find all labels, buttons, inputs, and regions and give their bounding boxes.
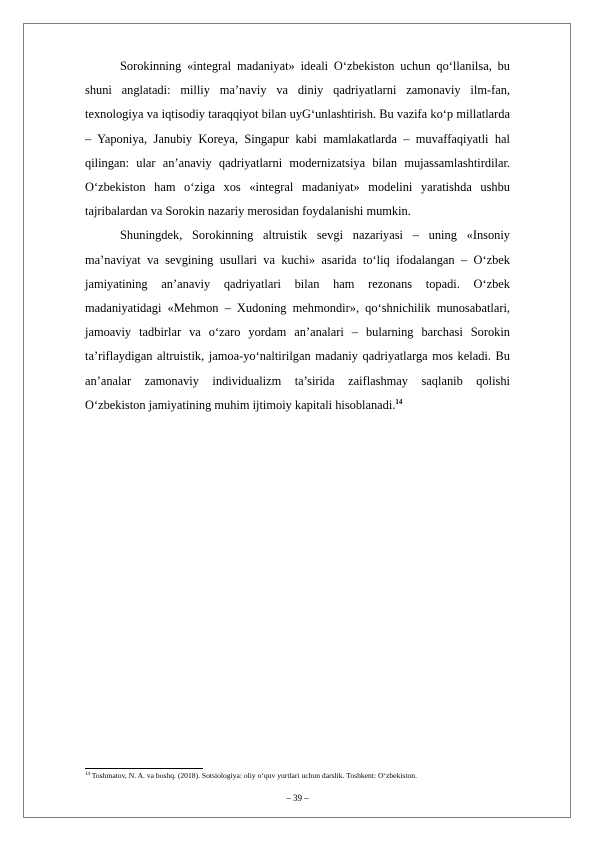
- paragraph-2-text: Shuningdek, Sorokinning altruistik sevgi nazariyasi – uning «Insoniy ma’naviyat va sevgining usullari va kuchi» asarida to‘liq ifodalangan – O‘zbek jamiyatining an’anaviy qadriyatlari bilan ham rezonans topadi. O‘zbek madaniyatidagi «Mehmon – Xudoning mehmondir», qo‘shnichilik munosabatlari, jamoaviy tadbirlar va o‘zaro yordam an’analari – bularning barchasi Sorokin ta’riflaydigan altruistik, jamoa-yo‘naltirilgan madaniy qadriyatlarga mos keladi. Bu an’analar zamonaviy individualizm ta’sirida zaiflashmay saqlanib qolishi O‘zbekiston jamiyatining muhim ijtimoiy kapitali hisoblanadi.: [85, 228, 510, 412]
- main-text: [85, 54, 510, 417]
- footnote-reference[interactable]: 14: [395, 397, 403, 406]
- footnote-separator: [85, 768, 203, 769]
- footnote: [85, 770, 525, 781]
- footnote-text: Toshmatov, N. A. va boshq. (2018). Sotsiologiya: oliy o‘quv yurtlari uchun darslik. Toshkent: O‘zbekiston.: [90, 771, 417, 780]
- paragraph-2: [85, 223, 510, 417]
- footnote-number: 14: [85, 772, 90, 777]
- paragraph-1-text: Sorokinning «integral madaniyat» ideali O‘zbekiston uchun qo‘llanilsa, bu shuni anglatadi: milliy ma’naviy va diniy qadriyatlarni zamonaviy ilm-fan, texnologiya va iqtisodiy taraqqiyot bilan uyG‘unlashtirish. Bu vazifa ko‘p millatlarda – Yaponiya, Janubiy Koreya, Singapur kabi mamlakatlarda – muvaffaqiyatli hal qilingan: ular an’anaviy qadriyatlarni modernizatsiya bilan mujassamlashtirdilar. O‘zbekiston ham o‘ziga xos «integral madaniyat» modelini yaratishda ushbu tajribalardan va Sorokin nazariy merosidan foydalanishi mumkin.: [85, 59, 510, 219]
- page-number: – 39 –: [286, 793, 309, 803]
- paragraph-1: [85, 54, 510, 223]
